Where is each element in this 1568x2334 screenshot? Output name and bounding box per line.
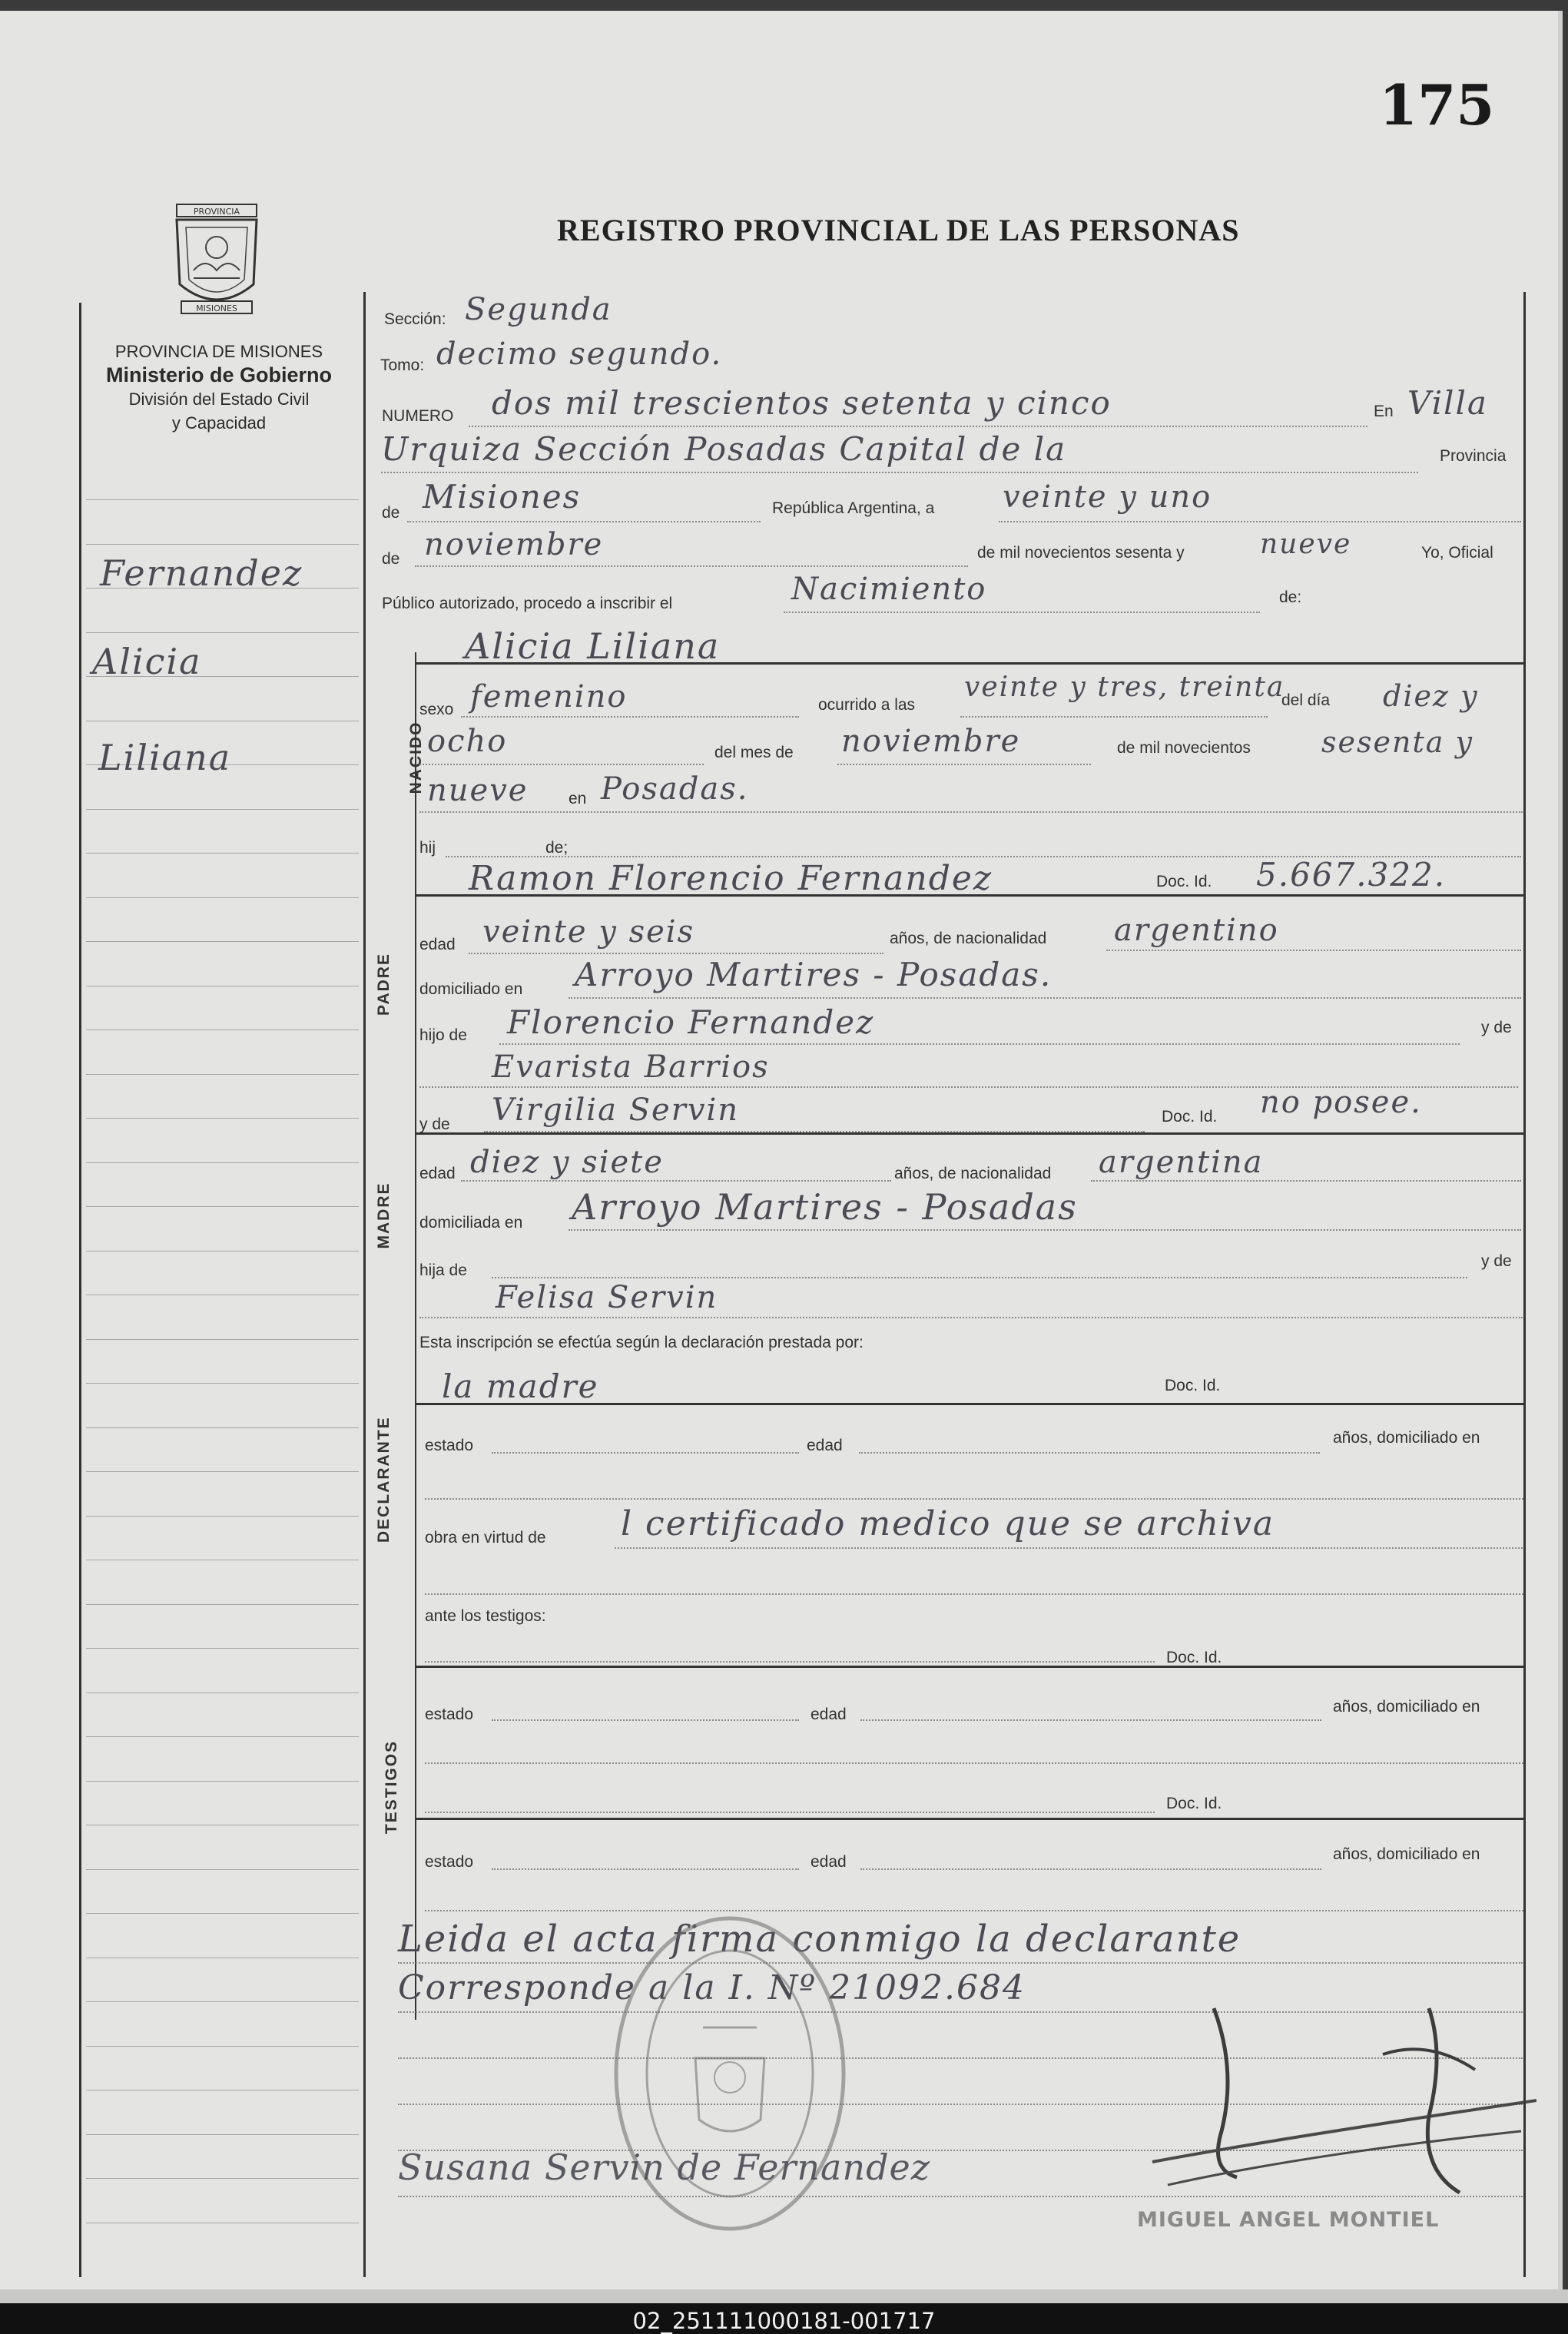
page-edge: [0, 2289, 1568, 2303]
testigo-2-doc-label: Doc. Id.: [1166, 1795, 1222, 1812]
de-colon-label: de:: [1279, 588, 1302, 606]
testigos-top-rule: [415, 1666, 1523, 1668]
page-title: REGISTRO PROVINCIAL DE LAS PERSONAS: [557, 213, 1240, 247]
abuelo-materno-line: [492, 1277, 1467, 1278]
office-line-3: División del Estado Civil: [128, 390, 310, 409]
mes-nacimiento-line: [837, 764, 1091, 765]
declarante-doc-label: Doc. Id.: [1165, 1377, 1221, 1394]
nacido-nombre: Alicia Liliana: [465, 625, 721, 667]
declarante-domicilio-label: años, domiciliado en: [1333, 1429, 1480, 1447]
lugar-nacimiento-value: Posadas.: [601, 771, 749, 807]
nacido-top-rule: [415, 662, 1523, 665]
closing-line-1-rule: [398, 1962, 1523, 1964]
madre-nacionalidad-value: argentina: [1099, 1145, 1264, 1180]
dia-inscripcion-value: veinte y uno: [1003, 479, 1212, 515]
padre-edad-value: veinte y seis: [482, 914, 695, 950]
oficial-signature-icon: [1137, 1978, 1537, 2208]
footer-bar: [0, 2303, 1568, 2334]
margin-rule-line: [86, 499, 359, 500]
testigo-1-edad-line: [860, 1719, 1321, 1721]
mes-inscripcion-line: [415, 565, 968, 567]
footer-code: 02_251111000181-001717: [632, 2308, 936, 2334]
lugar-nacimiento-line: [419, 811, 1523, 813]
margin-note-surname: Fernandez: [100, 552, 303, 594]
testigos-intro-label: ante los testigos:: [425, 1607, 546, 1625]
padre-section-label: PADRE: [375, 953, 393, 1016]
margin-rule-line: [86, 1251, 359, 1252]
padre-edad-line: [469, 953, 883, 954]
padre-nombre: Ramon Florencio Fernandez: [469, 859, 993, 898]
provincia-label: Provincia: [1440, 447, 1507, 465]
declarante-estado-line: [492, 1452, 799, 1454]
ocurrido-label: ocurrido a las: [818, 696, 916, 714]
seccion-label: Sección:: [384, 310, 446, 328]
page-number: 175: [1379, 72, 1495, 138]
acto-line: [784, 612, 1260, 613]
office-line-2: Ministerio de Gobierno: [105, 363, 333, 386]
hora-line: [960, 716, 1268, 718]
padre-edad-label: edad: [419, 936, 456, 953]
obra-label: obra en virtud de: [425, 1529, 546, 1547]
madre-y-de-label: y de: [419, 1116, 450, 1133]
madre-hija-de-label: hija de: [419, 1261, 467, 1279]
closing-line-2: Corresponde a la I. Nº 21092.684: [398, 1968, 1026, 2007]
margin-rule-line: [86, 1206, 359, 1207]
margin-rule-line: [86, 1692, 359, 1693]
margin-column-right-border: [363, 292, 366, 2277]
provincia-line: [407, 521, 761, 522]
mes-de-label: de: [382, 550, 400, 568]
office-line-1: PROVINCIA DE MISIONES: [114, 342, 323, 361]
numero-label: NUMERO: [382, 407, 454, 425]
madre-y-de-label-2: y de: [1481, 1252, 1512, 1270]
abuelo-paterno-line: [499, 1043, 1460, 1045]
testigo-2-domicilio-label: años, domiciliado en: [1333, 1845, 1480, 1863]
margin-column-left-border: [79, 303, 81, 2277]
testigo-1-estado-line: [492, 1719, 799, 1721]
padre-doc-label: Doc. Id.: [1156, 873, 1212, 890]
republica-label: República Argentina, a: [772, 499, 935, 517]
madre-doc-value: no posee.: [1260, 1085, 1422, 1120]
testigos-section-label: TESTIGOS: [383, 1739, 400, 1835]
margin-rule-line: [86, 941, 359, 942]
mil-novecientos-label: de mil novecientos sesenta y: [977, 544, 1185, 562]
margin-rule-line: [86, 897, 359, 898]
margin-rule-line: [86, 2046, 359, 2047]
abuela-materna-line: [419, 1317, 1523, 1318]
anio-nacimiento-value: sesenta y: [1321, 725, 1474, 759]
declarante-estado-label: estado: [425, 1437, 474, 1454]
hora-value: veinte y tres, treinta: [964, 671, 1285, 703]
margin-note-middle-name: Liliana: [98, 737, 232, 778]
margin-rule-line: [86, 632, 359, 633]
testigo-2-nombre-line: [425, 1812, 1155, 1813]
padre-hijo-de-label: hijo de: [419, 1026, 467, 1044]
sexo-label: sexo: [419, 701, 454, 718]
nacido-section-label: NACIDO: [407, 721, 425, 794]
hij-label: hij: [419, 839, 436, 857]
margin-rule-line: [86, 544, 359, 545]
testigo-1-edad-label: edad: [811, 1706, 847, 1723]
abuela-materna-value: Felisa Servin: [496, 1280, 718, 1315]
testigo-2-edad-label: edad: [811, 1853, 847, 1871]
margin-rule-line: [86, 809, 359, 810]
margin-rule-line: [86, 1029, 359, 1030]
provincia-misiones-seal-icon: [163, 200, 270, 323]
oficial-label: Yo, Oficial: [1421, 544, 1493, 562]
declarante-edad-line: [859, 1452, 1320, 1454]
padre-domicilio-line: [569, 997, 1521, 999]
madre-top-rule: [415, 1132, 1523, 1135]
lugar-line: [381, 472, 1418, 473]
margin-rule-line: [86, 1736, 359, 1737]
mes-nacimiento-value: noviembre: [841, 724, 1021, 759]
lugar-nacimiento-label: en: [569, 790, 587, 807]
declarante-domicilio-line: [425, 1498, 1523, 1500]
obra-value: l certificado medico que se archiva: [621, 1504, 1275, 1543]
acto-value: Nacimiento: [791, 572, 987, 607]
testigo-1-nombre-line: [425, 1661, 1155, 1663]
margin-rule-line: [86, 1913, 359, 1914]
testigo-2-domicilio-line: [425, 1910, 1523, 1911]
declarante-edad-label: edad: [807, 1437, 843, 1454]
register-page: [0, 11, 1563, 2289]
obra-line-2: [425, 1593, 1523, 1595]
sexo-value: femenino: [470, 679, 628, 714]
dia-inscripcion-line: [999, 521, 1521, 522]
numero-value: dos mil trescientos setenta y cinco: [492, 384, 1112, 422]
margin-rule-line: [86, 1471, 359, 1472]
margin-rule-line: [86, 1869, 359, 1870]
margin-rule-line: [86, 1162, 359, 1163]
testigo-2-estado-label: estado: [425, 1853, 474, 1871]
lugar-value: Urquiza Sección Posadas Capital de la: [381, 430, 1067, 468]
declarante-signature: Susana Servin de Fernandez: [398, 2147, 930, 2188]
tomo-label: Tomo:: [380, 356, 425, 374]
margin-rule-line: [86, 1074, 359, 1075]
margin-rule-line: [86, 1339, 359, 1340]
testigo-2-rule: [415, 1818, 1523, 1820]
dia-nacimiento-value: diez y: [1383, 679, 1479, 713]
madre-domicilio-label: domiciliada en: [419, 1214, 523, 1232]
dia-nacimiento-value-cont: ocho: [427, 724, 508, 759]
padre-domicilio-label: domiciliado en: [419, 980, 523, 998]
publico-label: Público autorizado, procedo a inscribir el: [382, 595, 673, 612]
madre-domicilio-value: Arroyo Martires - Posadas: [572, 1186, 1078, 1228]
padre-top-rule: [415, 894, 1523, 897]
closing-line-1: Leida el acta firma conmigo la declarante: [398, 1918, 1241, 1961]
seal-banner-top: PROVINCIA: [193, 207, 240, 217]
tomo-value: decimo segundo.: [436, 337, 723, 372]
testigo-2-estado-line: [492, 1868, 799, 1870]
sexo-line: [461, 716, 799, 718]
office-heading: [77, 340, 361, 435]
declarante-nombre: la madre: [442, 1368, 599, 1405]
margin-rule-line: [86, 853, 359, 854]
abuelo-paterno-value: Florencio Fernandez: [507, 1003, 875, 1041]
oficial-printed-name: MIGUEL ANGEL MONTIEL: [1137, 2208, 1440, 2232]
madre-domicilio-line: [569, 1229, 1521, 1231]
margin-rule-line: [86, 1516, 359, 1517]
madre-edad-line: [461, 1180, 891, 1182]
madre-doc-label: Doc. Id.: [1162, 1108, 1218, 1126]
madre-edad-value: diez y siete: [470, 1145, 664, 1180]
section-label-column-border: [415, 652, 416, 2020]
obra-line: [615, 1547, 1523, 1549]
dia-nacimiento-line: [419, 764, 704, 765]
testigo-1-estado-label: estado: [425, 1706, 474, 1723]
testigo-2-edad-line: [860, 1868, 1321, 1870]
testigo-1-domicilio-line: [425, 1762, 1523, 1764]
margin-rule-line: [86, 2134, 359, 2135]
margin-rule-line: [86, 2001, 359, 2002]
padre-domicilio-value: Arroyo Martires - Posadas.: [575, 956, 1053, 993]
testigo-1-domicilio-label: años, domiciliado en: [1333, 1698, 1480, 1716]
madre-section-label: MADRE: [375, 1182, 393, 1249]
hij-de-label: de;: [545, 839, 569, 857]
margin-rule-line: [86, 1427, 359, 1428]
margin-rule-line: [86, 1118, 359, 1119]
padre-nacionalidad-label: años, de nacionalidad: [890, 930, 1047, 947]
margin-rule-line: [86, 1383, 359, 1384]
padre-y-de-label: y de: [1481, 1019, 1512, 1036]
numero-line: [469, 426, 1367, 427]
mes-inscripcion-value: noviembre: [424, 527, 604, 562]
declarante-intro-label: Esta inscripción se efectúa según la declaración prestada por:: [419, 1334, 864, 1351]
margin-rule-line: [86, 1781, 359, 1782]
en-value: Villa: [1407, 384, 1488, 422]
padre-doc-value: 5.667.322.: [1256, 856, 1447, 893]
testigo-1-doc-label: Doc. Id.: [1166, 1649, 1222, 1666]
madre-nacionalidad-label: años, de nacionalidad: [894, 1165, 1052, 1182]
madre-nacionalidad-line: [1091, 1180, 1521, 1182]
madre-edad-label: edad: [419, 1165, 456, 1182]
en-label: En: [1374, 403, 1394, 420]
padre-nacionalidad-line: [1106, 950, 1521, 951]
anio-nacimiento-label: de mil novecientos: [1117, 739, 1251, 757]
seal-banner-bottom: MISIONES: [196, 303, 237, 313]
declarante-section-label: DECLARANTE: [375, 1416, 393, 1543]
del-dia-label: del día: [1281, 691, 1331, 709]
anio-inscripcion-value: nueve: [1260, 529, 1352, 560]
provincia-de-label: de: [382, 504, 400, 522]
abuela-paterna-value: Evarista Barrios: [492, 1049, 770, 1085]
mes-nacimiento-label: del mes de: [714, 744, 794, 761]
margin-rule-line: [86, 1604, 359, 1605]
padre-nacionalidad-value: argentino: [1114, 913, 1279, 948]
office-line-4: y Capacidad: [171, 413, 267, 433]
margin-note-first-name: Alicia: [92, 641, 202, 682]
seccion-value: Segunda: [465, 292, 612, 327]
anio-nacimiento-value-cont: nueve: [427, 773, 529, 808]
margin-rule-line: [86, 2178, 359, 2179]
madre-nombre: Virgilia Servin: [492, 1092, 739, 1128]
provincia-value: Misiones: [423, 478, 582, 516]
margin-rule-line: [86, 1648, 359, 1649]
declarante-top-rule: [415, 1403, 1523, 1405]
